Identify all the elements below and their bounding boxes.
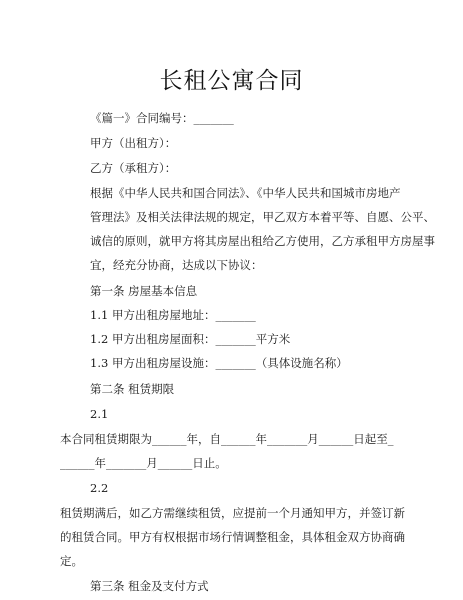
preamble-line-4: 宜，经充分协商，达成以下协议：: [90, 258, 263, 272]
preamble-line-1: 根据《中华人民共和国合同法》、《中华人民共和国城市房地产: [90, 186, 401, 200]
article-3-heading: 第三条 租金及支付方式: [90, 579, 209, 593]
clause-1-3: 1.3 甲方出租房屋设施：_______（具体设施名称）: [90, 356, 348, 370]
article-2-heading: 第二条 租赁期限: [90, 382, 175, 396]
clause-2-1-line-2: ______年_______月______日止。: [60, 456, 227, 470]
contract-number-line: 《篇一》合同编号：_______: [90, 111, 234, 125]
preamble-line-2: 管理法》及相关法律法规的规定，甲乙双方本着平等、自愿、公平、: [90, 210, 435, 224]
party-a-line: 甲方（出租方）：: [90, 136, 177, 150]
clause-2-2-line-2: 的租赁合同。甲方有权根据市场行情调整租金，具体租金双方协商确: [60, 530, 405, 544]
party-b-line: 乙方（承租方）：: [90, 161, 177, 175]
article-1-heading: 第一条 房屋基本信息: [90, 284, 198, 298]
clause-1-1: 1.1 甲方出租房屋地址：_______: [90, 308, 256, 322]
document-title: 长租公寓合同: [159, 68, 304, 94]
preamble-line-3: 诚信的原则，就甲方将其房屋出租给乙方使用，乙方承租甲方房屋事: [90, 234, 435, 248]
clause-2-1-line-1: 本合同租赁期限为______年，自______年_______月______日起至_: [60, 432, 394, 446]
clause-2-1-number: 2.1: [90, 407, 109, 421]
clause-1-2: 1.2 甲方出租房屋面积：_______平方米: [90, 332, 291, 346]
clause-2-2-line-3: 定。: [60, 554, 83, 568]
clause-2-2-number: 2.2: [90, 481, 109, 495]
clause-2-2-line-1: 租赁期满后，如乙方需继续租赁，应提前一个月通知甲方，并签订新: [60, 506, 405, 520]
